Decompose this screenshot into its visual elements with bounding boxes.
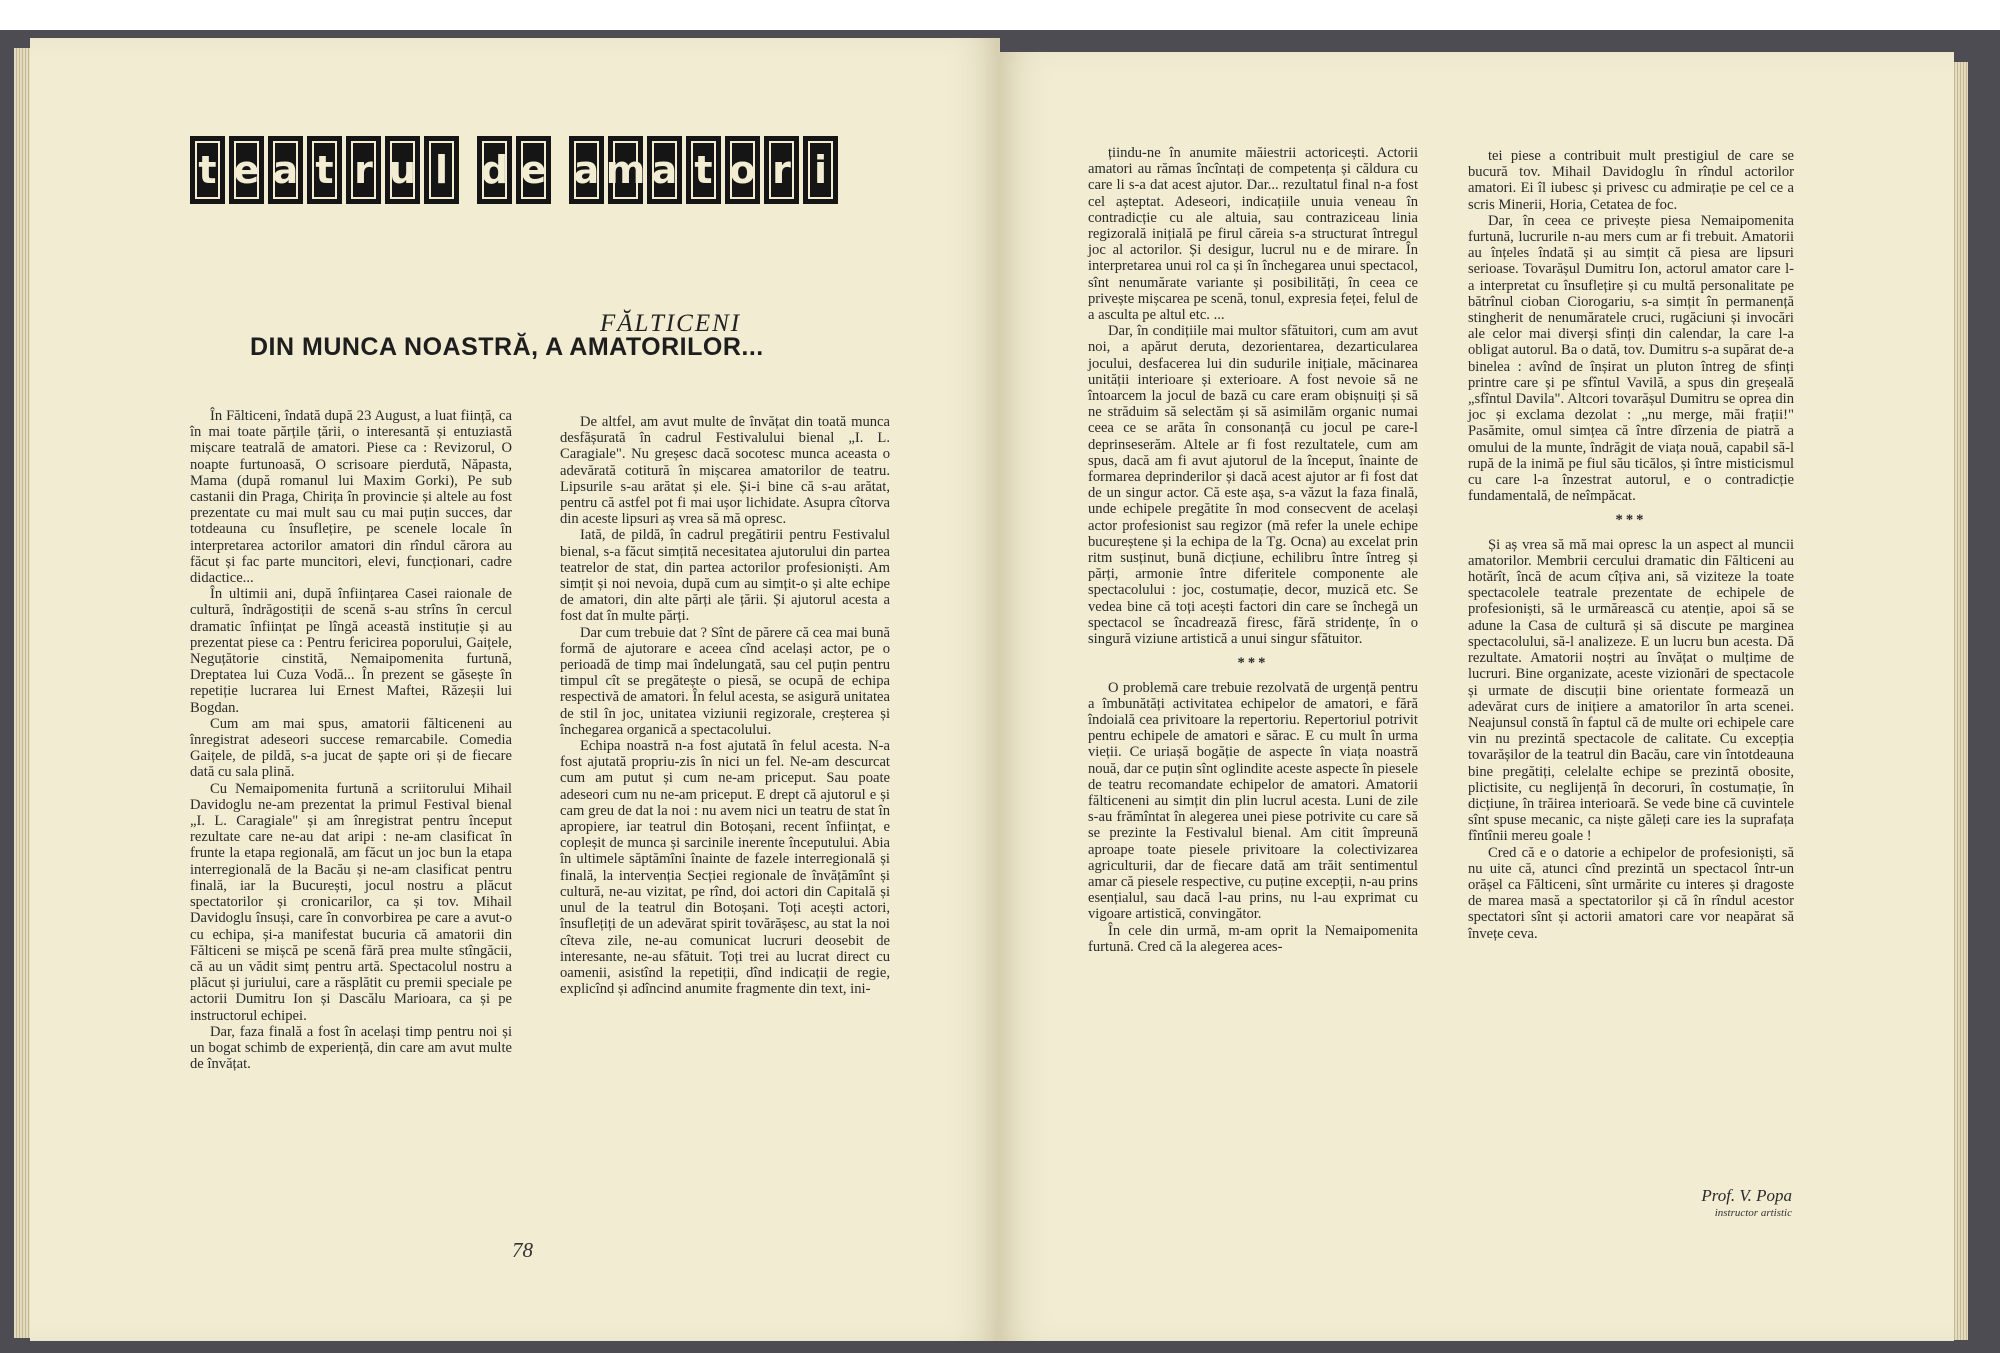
section-separator: *** <box>1615 512 1647 529</box>
masthead-letter: r <box>764 136 799 204</box>
masthead-letter: t <box>686 136 721 204</box>
paragraph: O problemă care trebuie rezolvată de urgență pentru a îmbunătăți activitatea echipelor de amatori, e fără îndoială cea privitoare la repertoriu. Repertoriul potrivit pentru echipele de amatori e sărac. E cu mult în urma vieții. Ce uriașă bogăție de aspecte în viața noastră nouă, dar ce puțin sînt oglindite aceste aspecte în piesele de teatru recomandate echipelor de amatori. Amatorii fălticeneni au simțit din plin lucrul acesta. Luni de zile s-au frămîntat în alegerea unei piese potrivite cu care să se prezinte la Festivalul bienal. Am citit împreună aproape toate piesele privitoare la colectivizarea agriculturii, dar de fiecare dată am trăit sentimentul amar că piesele respective, cu puține excepții, n-au prins esențialul, sau dacă l-au prins, nu l-au exprimat cu vigoare artistică, convingător. <box>1088 679 1418 923</box>
masthead-letter: a <box>647 136 682 204</box>
paragraph: țiindu-ne în anumite măiestrii actoricești. Actorii amatori au rămas încîntați de competența și căldura cu care li s-a dat acest ajutor. Dar... rezultatul final n-a fost cel așteptat. Adeseori, indicațiile unuia veneau în contradicție cu ale altuia, sau contraziceau linia regizorală inițială pe firul căreia s-a structurat întregul joc al actorilor. Și desigur, lucrul nu e de mirare. În interpretarea unui rol ca și în închegarea unui spectacol, sînt nenumărate variante și posibilități, în ceea ce privește mișcarea pe scenă, tonul, expresia feței, felul de a asculta pe altul etc. ... <box>1088 145 1418 324</box>
paragraph: Dar, faza finală a fost în același timp pentru noi și un bogat schimb de experiență, din care am avut multe de învățat. <box>190 1023 512 1073</box>
article-column-1 <box>190 408 512 1072</box>
masthead-word-teatrul <box>190 136 459 204</box>
paragraph: Dar, în condițiile mai multor sfătuitori, cum am avut noi, a apărut deruta, dezorientarea, dezarticularea jocului, desfacerea lui din sudurile inițiale, măcinarea unității interioare și exterioare. A fost nevoie să ne întoarcem la jocul de bază cu care eram obișnuiți și să ne străduim să selectăm și să asimilăm organic numai ceea ce se arăta în consonanță cu jocul pe care-l deprinseserăm. Altele ar fi fost rezultatele, cum am spus, dacă am fi avut ajutorul de la început, înainte de formarea deprinderilor și dacă acest ajutor ar fi fost dat de un singur actor. Că este așa, s-a văzut la faza finală, unde echipele pregătite în mod consecvent de același actor profesionist sau regizor (mă refer la unele echipe bucureștene și la echipa de la Tg. Ocna) au excelat prin ritm susținut, bună dicțiune, echilibru între întreg și părți, armonie între diferitele componente ale spectacolului : joc, costumație, decor, muzică etc. Se vedea bine că toți acești factori din care se închegă un spectacol se încadrează firesc, fără stridențe, în o singură viziune artistică a unui singur sfătuitor. <box>1088 323 1418 648</box>
masthead-letter: e <box>516 136 551 204</box>
masthead-title <box>190 136 838 204</box>
masthead-letter: a <box>268 136 303 204</box>
article-column-4 <box>1468 148 1794 942</box>
paragraph: De altfel, am avut multe de învățat din toată munca desfășurată în cadrul Festivalului bienal „I. L. Caragiale". Nu greșesc dacă socotesc munca aceasta o adevărată cotitură în mișcarea amatorilor de teatru. Lipsurile s-au arătat și ele. Și-i bine că s-au arătat, pentru că astfel pot fi mai ușor lichidate. Asupra cîtorva din aceste lipsuri aș vrea să mă opresc. <box>560 414 890 528</box>
section-separator: *** <box>1237 655 1269 672</box>
paragraph: Dar, în ceea ce privește piesa Nemaipomenita furtună, lucrurile n-au mers cum ar fi trebuit. Amatorii au înțeles îndată și au simțit că piesa are lipsuri serioase. Tovarășul Dumitru Ion, actorul amator care l-a interpretat cu însuflețire și cu multă personalitate pe bătrînul cioban Ciorogariu, s-a simțit în permanență stingherit de nenumăratele cruci, rugăciuni și invocări ale celor mai diverși sfinți din calendar, la care l-a obligat autorul. Ba o dată, tov. Dumitru s-a supărat de-a binelea : avînd de înșirat un pluton întreg de sfinți printre care și pe sfîntul Vavilă, a spus din greșeală „sfîntul Davila". Altcori tovarășul Dumitru se oprea din joc și exclama dezolat : „nu merge, măi frații!" Pasămite, omul simțea că între dîrzenia de piatră a omului de la munte, îndrăgit de viața nouă, capabil să-l rupă de la inimă pe fiul său ticălos, și între misticismul cu care l-a înzestrat autorul, e o contradicție fundamentală, de neîmpăcat. <box>1468 212 1794 505</box>
article-column-3 <box>1088 145 1418 955</box>
masthead-word-de <box>477 136 551 204</box>
masthead-letter: d <box>477 136 512 204</box>
paragraph: Echipa noastră n-a fost ajutată în felul acesta. N-a fost ajutată propriu-zis în nici un fel. Ne-am descurcat cum am putut și cum ne-am priceput. Sau poate adeseori cum nu ne-am priceput. E drept că ajutorul e și cam greu de dat la noi : nu avem nici un teatru de stat în apropiere, iar teatrul din Botoșani, recent înființat, e copleșit de munca și sarcinile inerente începutului. Abia în ultimele săptămîni înainte de fazele interregională și finală, la intervenția Secției regionale de învățămînt și cultură, ne-au vizitat, pe rînd, doi actori din Capitală și unul de la teatrul din Botoșani. Toți acești actori, însuflețiți de un adevărat spirit tovărășesc, au stat la noi cîteva zile, ne-au comunicat lucruri deosebit de interesante, ne-au sfătuit. Toți trei au lucrat direct cu oamenii, asistînd la repetiții, dînd indicații de regie, explicînd și adîncind anumite fragmente din text, ini- <box>560 738 890 998</box>
paragraph: tei piese a contribuit mult prestigiul de care se bucură tov. Mihail Davidoglu în rîndul actorilor amatori. Ei îl iubesc și privesc cu admirație pe cel ce a scris Minerii, Horia, Cetatea de foc. <box>1468 148 1794 213</box>
article-kicker: FĂLTICENI <box>600 310 742 337</box>
paragraph: Cum am mai spus, amatorii fălticeneni au înregistrat adeseori succese remarcabile. Comedia Gaițele, de pildă, s-a jucat de șapte ori și de fiecare dată cu sala plină. <box>190 715 512 781</box>
masthead-letter: l <box>424 136 459 204</box>
masthead-letter: e <box>229 136 264 204</box>
masthead-letter: o <box>725 136 760 204</box>
masthead-letter: u <box>385 136 420 204</box>
masthead-letter: r <box>346 136 381 204</box>
paragraph: Cred că e o datorie a echipelor de profesioniști, să nu uite că, atunci cînd prezintă un spectacol într-un orășel ca Fălticeni, sînt urmărite cu interes și dragoste de marea masă a spectatorilor și că în rîndul acestor spectatori sînt și actorii amatori care vor neapărat să învețe ceva. <box>1468 844 1794 942</box>
masthead-word-amatori <box>569 136 838 204</box>
paragraph: În cele din urmă, m-am oprit la Nemaipomenita furtună. Cred că la alegerea aces- <box>1088 922 1418 955</box>
article-column-2 <box>560 414 890 997</box>
masthead-letter: a <box>569 136 604 204</box>
masthead-letter: i <box>803 136 838 204</box>
masthead-letter: m <box>608 136 643 204</box>
paragraph: În ultimii ani, după înființarea Casei raionale de cultură, îndrăgostiții de scenă s-au strîns în cercul dramatic înființat pe lîngă această instituție și au prezentat piese ca : Pentru fericirea poporului, Gaițele, Neguțătorie cinstită, Nemaipomenita furtună, Dreptatea lui Cuza Vodă... În prezent se găsește în repetiție lucrarea lui Ernest Maftei, Răzeșii lui Bogdan. <box>190 586 512 716</box>
paragraph: Și aș vrea să mă mai opresc la un aspect al muncii amatorilor. Membrii cercului dramatic din Fălticeni au hotărît, încă de acum cîțiva ani, să viziteze la toate spectacolele teatrale prezentate de echipele de profesioniști, să le urmărească cu atenție, apoi să se adune la Casa de cultură și să discute pe marginea spectacolului, să-l analizeze. E un lucru bun acesta. Dă rezultate. Amatorii noștri au învățat o mulțime de lucruri. Bine organizate, aceste vizionări de spectacole și urmate de discuții bine orientate formează un adevărat curs de inițiere a amatorilor în arta scenei. Neajunsul constă în faptul că de multe ori echipele care vin nu prezintă spectacole de calitate. Cu excepția tovarășilor de la teatrul din Bacău, care vin întotdeauna bine pregătiți, celelalte echipe se prezintă obosite, plictisite, cu neglijență în decoruri, în costumație, în dicțiune, în trăirea interioară. Se vede bine că cuvintele sînt spuse mecanic, ca niște găleți care ies la suprafața fîntînii mereu goale ! <box>1468 536 1794 845</box>
author-signature: Prof. V. Popa <box>1701 1186 1792 1205</box>
masthead-letter: t <box>307 136 342 204</box>
article-headline: DIN MUNCA NOASTRĂ, A AMATORILOR... <box>250 333 764 361</box>
page-number: 78 <box>512 1238 533 1262</box>
paragraph: Dar cum trebuie dat ? Sînt de părere că cea mai bună formă de ajutorare e aceea cînd același actor, pe o perioadă de timp mai îndelungată, sau cel puțin pentru timpul cît se pregătește o piesă, se ocupă de echipa respectivă de amatori. În felul acesta, se asigură unitatea de stil în joc, unitatea viziunii regizorale, creșterea și închegarea organică a spectacolului. <box>560 624 890 738</box>
paragraph: Iată, de pildă, în cadrul pregătirii pentru Festivalul bienal, s-a făcut simțită necesitatea ajutorului din partea teatrelor de stat, din partea actorilor profesioniști. Am simțit și noi nevoia, după cum au simțit-o și alte echipe de amatori, din alte părți ale țării. Și ajutorul acesta a fost dat în multe părți. <box>560 527 890 625</box>
author-role: instructor artistic <box>1714 1207 1792 1219</box>
paragraph: În Fălticeni, îndată după 23 August, a luat ființă, ca în mai toate părțile țării, o interesantă și entuziastă mișcare teatrală de amatori. Piese ca : Revizorul, O noapte furtunoasă, O scrisoare pierdută, Năpasta, Mama (după romanul lui Maxim Gorki), Pe sub castanii din Praga, Chirița în provincie și altele au fost prezentate cu mai mult sau cu mai puțin succes, dar totdeauna cu însuflețire, pe scenele locale în interpretarea actorilor amatori din rîndul cărora au făcut și fac parte muncitori, elevi, funcționari, cadre didactice... <box>190 408 512 587</box>
paragraph: Cu Nemaipomenita furtună a scriitorului Mihail Davidoglu ne-am prezentat la primul Festival bienal „I. L. Caragiale" și am înregistrat pentru început rezultate care ne-au dat aripi : ne-am clasificat în frunte la etapa regională, am făcut un joc bun la etapa interregională de la Bacău și ne-am clasificat pentru finală, iar la București, jocul nostru a plăcut spectatorilor și cronicarilor, ca și tov. Mihail Davidoglu însuși, care în convorbirea pe care a avut-o cu echipa, și-a manifestat bucuria că amatorii din Fălticeni se mișcă pe scenă fără prea multe stîngăcii, că au un vădit simț pentru artă. Spectacolul nostru a plăcut și juriului, care a răsplătit cu premii speciale pe actorii Dumitru Ion și Dascălu Marioara, ca și pe instructorul echipei. <box>190 780 512 1024</box>
masthead-letter: t <box>190 136 225 204</box>
page-edges-right <box>1954 62 1968 1340</box>
